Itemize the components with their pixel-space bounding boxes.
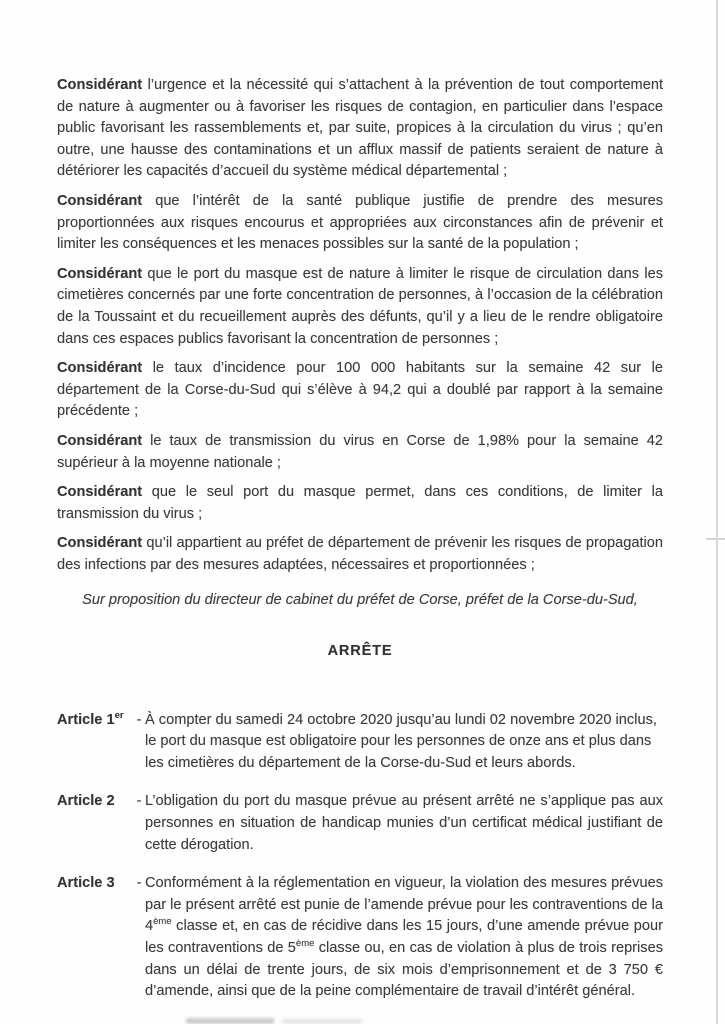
considerant-lead: Considérant <box>57 484 143 501</box>
article-1-label-superscript: er <box>114 709 124 721</box>
considerant-text: le taux de transmission du virus en Corse de 1,98% pour la semaine 42 supérieur à la moyenne nationale ; <box>57 432 663 471</box>
considerant-paragraph <box>57 191 663 256</box>
proposition-line: Sur proposition du directeur de cabinet du préfet de Corse, préfet de la Corse-du-Sud, <box>82 592 638 609</box>
considerant-text: que le seul port du masque permet, dans ces conditions, de limiter la transmission du virus ; <box>57 484 663 522</box>
document-body <box>57 75 663 1003</box>
scan-edge-tick-mark <box>706 538 725 540</box>
considerant-paragraph <box>57 482 663 525</box>
article-3-dash: - <box>136 875 142 892</box>
article-2 <box>57 791 663 856</box>
considerant-lead: Considérant <box>57 535 143 552</box>
considerant-lead: Considérant <box>57 265 143 282</box>
article-1-label <box>57 710 133 732</box>
article-3-superscript: ème <box>295 938 315 950</box>
considerant-paragraph <box>57 431 663 474</box>
considerant-text: le taux d’incidence pour 100 000 habitants sur la semaine 42 sur le département de la Corse-du-Sud qui s’élève à 94,2 qui a doublé par rapport à la semaine précédente ; <box>57 360 663 420</box>
article-1-dash: - <box>136 711 142 728</box>
article-3-text <box>145 873 663 1003</box>
considerant-text: qu’il appartient au préfet de département de prévenir les risques de propagation des infections par des mesures adaptées, nécessaires et proportionnées ; <box>57 535 664 573</box>
article-2-text: L’obligation du port du masque prévue au présent arrêté ne s’applique pas aux personnes en situation de handicap munies d’un certificat médical justifiant de cette dérogation. <box>145 793 663 853</box>
considerant-text: que le port du masque est de nature à limiter le risque de circulation dans les cimetières concernés par une forte concentration de personnes, à l’occasion de la célébration de la Toussaint et du recueillement auprès des défunts, qu’il y a lieu de le rendre obligatoire dans ces espaces publics favorisant la concentration de personnes ; <box>57 265 663 347</box>
scan-paper-edge-line <box>716 0 718 1024</box>
considerant-lead: Considérant <box>57 360 143 377</box>
arrete-heading: ARRÊTE <box>327 643 393 660</box>
considerant-text: que l’intérêt de la santé publique justifie de prendre des mesures proportionnées aux risques encourus et appropriées aux circonstances afin de prévenir et limiter les conséquences et les menaces possibles sur la santé de la population ; <box>57 192 663 253</box>
article-3-text-part: classe et, en cas de récidive dans les 15 jours, d’une amende prévue pour les contraventions de 5 <box>145 918 663 956</box>
considerant-paragraph <box>57 75 663 183</box>
article-3-text-part: Conformément à la réglementation en vigueur, la violation des mesures prévues par le présent arrêté est punie de l’amende prévue pour les contraventions de la 4 <box>145 875 663 935</box>
scan-bottom-ink-mark <box>282 1019 362 1024</box>
article-3 <box>57 873 663 1003</box>
considerant-lead: Considérant <box>57 432 143 449</box>
considerant-paragraph <box>57 358 663 423</box>
article-1-label-text: Article 1 <box>57 711 115 728</box>
article-2-label-text: Article 2 <box>57 793 115 810</box>
article-1 <box>57 710 663 775</box>
scan-bottom-ink-mark <box>186 1018 274 1024</box>
article-2-dash: - <box>136 793 142 810</box>
considerant-paragraph <box>57 264 663 350</box>
article-3-label-text: Article 3 <box>57 875 115 892</box>
considerant-paragraph <box>57 533 663 576</box>
article-2-label <box>57 791 133 813</box>
articles-section <box>57 710 663 1003</box>
article-1-text: À compter du samedi 24 octobre 2020 jusqu’au lundi 02 novembre 2020 inclus, le port du masque est obligatoire pour les personnes de onze ans et plus dans les cimetières du département de la Corse-du-Sud et leurs abords. <box>145 711 657 771</box>
considerant-lead: Considérant <box>57 192 143 209</box>
article-3-superscript: ème <box>153 916 172 928</box>
article-3-text-part: classe ou, en cas de violation à plus de trois reprises dans un délai de trente jours, de six mois d’emprisonnement et de 3 750 € d’amende, ainsi que de la peine complémentaire de travail d’intérêt général. <box>145 940 663 1000</box>
considerant-text: l’urgence et la nécessité qui s’attachent à la prévention de tout comportement de nature à augmenter ou à favoriser les risques de contagion, en particulier dans l’espace public favorisant les rassemblements et, par suite, propices à la circulation du virus ; qu’en outre, une hausse des contaminations et un afflux massif de patients seraient de nature à détériorer les capacités d’accueil du système médical départemental ; <box>57 77 663 180</box>
article-3-label <box>57 873 133 895</box>
considerant-lead: Considérant <box>57 77 143 93</box>
